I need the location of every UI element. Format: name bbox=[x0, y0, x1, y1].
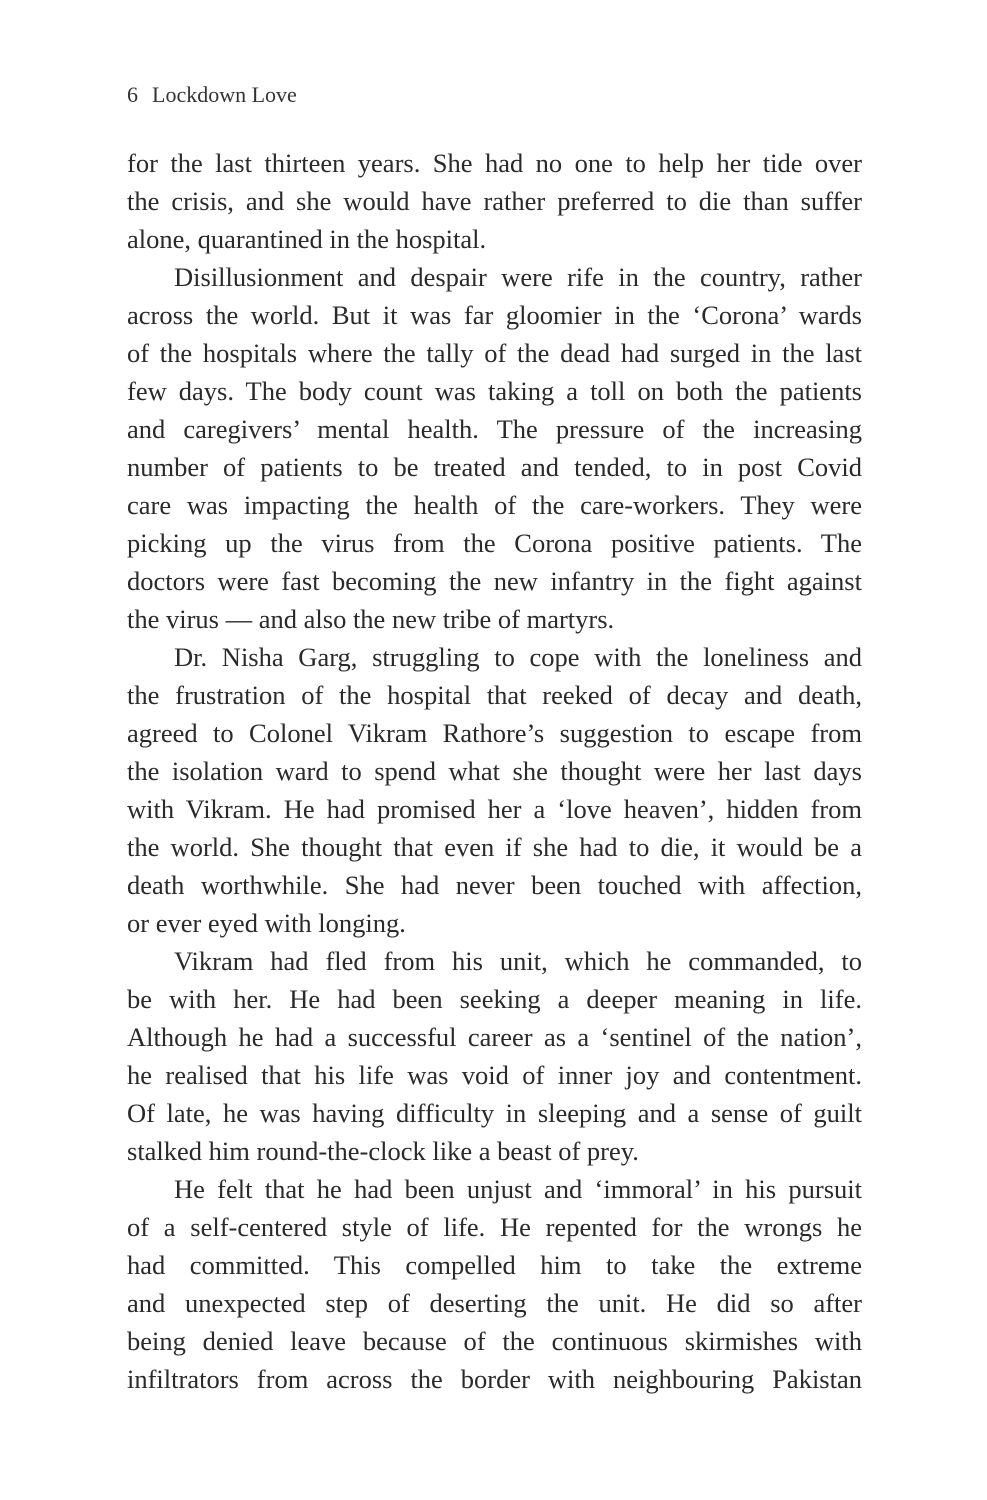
text-line: with Vikram. He had promised her a ‘love heaven’, hidden from bbox=[127, 794, 862, 824]
text-line: stalked him round-the-clock like a beast of prey. bbox=[127, 1136, 639, 1166]
text-line: the isolation ward to spend what she thought were her last days bbox=[127, 756, 862, 786]
text-line: for the last thirteen years. She had no one to help her tide over bbox=[127, 148, 862, 178]
text-line: death worthwhile. She had never been touched with affection, bbox=[127, 870, 862, 900]
text-line: Dr. Nisha Garg, struggling to cope with the loneliness and bbox=[174, 642, 862, 672]
book-title: Lockdown Love bbox=[152, 82, 297, 107]
text-line: Vikram had fled from his unit, which he commanded, to bbox=[174, 946, 862, 976]
text-line: the frustration of the hospital that reeked of decay and death, bbox=[127, 680, 862, 710]
text-line: across the world. But it was far gloomier in the ‘Corona’ wards bbox=[127, 300, 862, 330]
text-line: few days. The body count was taking a toll on both the patients bbox=[127, 376, 862, 406]
text-line: number of patients to be treated and tended, to in post Covid bbox=[127, 452, 862, 482]
text-line: alone, quarantined in the hospital. bbox=[127, 224, 487, 254]
text-line: be with her. He had been seeking a deeper meaning in life. bbox=[127, 984, 862, 1014]
body-text bbox=[127, 144, 862, 1398]
text-line: and unexpected step of deserting the unit. He did so after bbox=[127, 1288, 862, 1318]
text-line: care was impacting the health of the care-workers. They were bbox=[127, 490, 862, 520]
text-line: the virus — and also the new tribe of martyrs. bbox=[127, 604, 615, 634]
text-line: the crisis, and she would have rather preferred to die than suffer bbox=[127, 186, 862, 216]
text-line: of a self-centered style of life. He repented for the wrongs he bbox=[127, 1212, 862, 1242]
text-line: agreed to Colonel Vikram Rathore’s suggestion to escape from bbox=[127, 718, 862, 748]
text-line: or ever eyed with longing. bbox=[127, 908, 406, 938]
text-line: Disillusionment and despair were rife in the country, rather bbox=[174, 262, 862, 292]
text-line: being denied leave because of the continuous skirmishes with bbox=[127, 1326, 862, 1356]
text-line: picking up the virus from the Corona positive patients. The bbox=[127, 528, 862, 558]
text-line: Of late, he was having difficulty in sleeping and a sense of guilt bbox=[127, 1098, 862, 1128]
text-line: he realised that his life was void of inner joy and contentment. bbox=[127, 1060, 862, 1090]
text-line: He felt that he had been unjust and ‘immoral’ in his pursuit bbox=[174, 1174, 862, 1204]
text-line: doctors were fast becoming the new infantry in the fight against bbox=[127, 566, 862, 596]
running-head bbox=[127, 80, 297, 110]
text-line: had committed. This compelled him to take the extreme bbox=[127, 1250, 862, 1280]
text-line: the world. She thought that even if she had to die, it would be a bbox=[127, 832, 862, 862]
text-line: Although he had a successful career as a ‘sentinel of the nation’, bbox=[127, 1022, 862, 1052]
page-number: 6 bbox=[127, 82, 138, 107]
text-line: and caregivers’ mental health. The pressure of the increasing bbox=[127, 414, 862, 444]
text-line: infiltrators from across the border with neighbouring Pakistan bbox=[127, 1364, 862, 1394]
text-line: of the hospitals where the tally of the dead had surged in the last bbox=[127, 338, 862, 368]
